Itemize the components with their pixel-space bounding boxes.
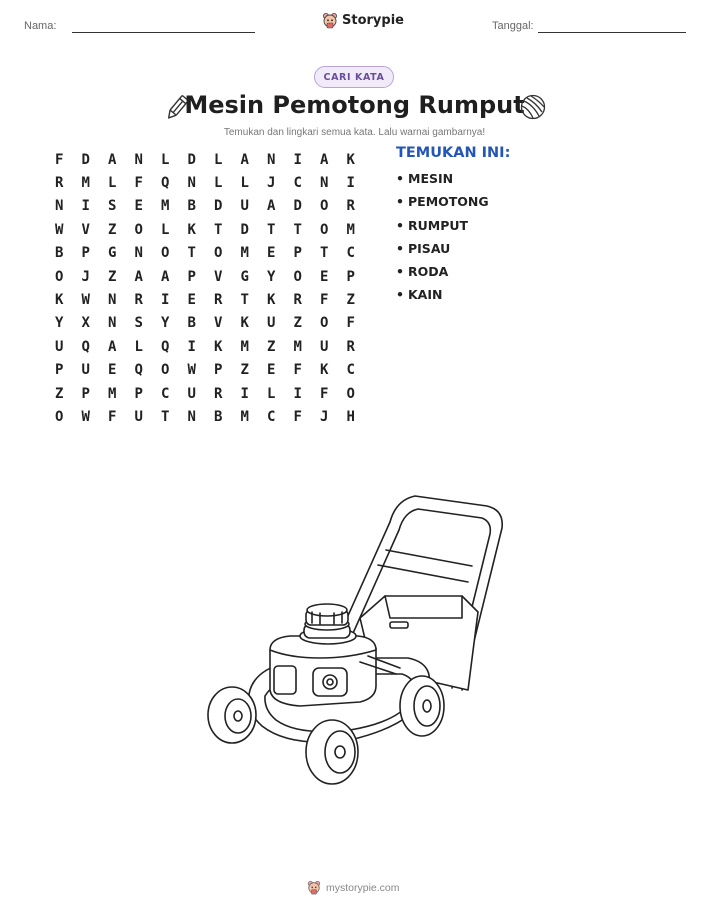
grid-cell[interactable]: T <box>240 292 249 309</box>
grid-cell[interactable]: R <box>293 292 302 309</box>
grid-cell[interactable]: Z <box>55 385 64 402</box>
grid-cell[interactable]: S <box>134 315 143 332</box>
grid-cell[interactable]: L <box>214 151 223 168</box>
grid-cell[interactable]: P <box>346 268 355 285</box>
grid-cell[interactable]: A <box>267 198 276 215</box>
grid-cell[interactable]: A <box>134 268 143 285</box>
grid-cell[interactable]: F <box>108 408 117 425</box>
grid-cell[interactable]: T <box>187 245 196 262</box>
grid-row <box>46 405 364 428</box>
grid-cell[interactable]: E <box>320 268 329 285</box>
grid-cell[interactable]: Z <box>293 315 302 332</box>
grid-cell[interactable]: O <box>161 362 170 379</box>
grid-cell[interactable]: I <box>240 385 249 402</box>
grid-cell[interactable]: L <box>267 385 276 402</box>
grid-cell[interactable]: N <box>267 151 276 168</box>
grid-cell[interactable]: N <box>108 292 117 309</box>
mascot-logo-icon <box>322 12 338 29</box>
grid-cell[interactable]: V <box>81 221 90 238</box>
grid-cell[interactable]: C <box>161 385 170 402</box>
bullet: • <box>396 287 404 303</box>
grid-cell[interactable]: F <box>293 408 302 425</box>
grid-cell[interactable]: T <box>320 245 329 262</box>
grid-cell[interactable]: M <box>161 198 170 215</box>
brand <box>322 12 404 29</box>
grid-cell[interactable]: Z <box>240 362 249 379</box>
name-label: Nama: <box>24 20 57 32</box>
grid-cell[interactable]: N <box>108 315 117 332</box>
grid-cell[interactable]: Q <box>81 338 90 355</box>
yarn-ball-icon <box>519 93 547 121</box>
date-field-line[interactable] <box>538 32 686 33</box>
word-list-item <box>396 194 489 217</box>
grid-cell[interactable]: O <box>134 221 143 238</box>
grid-cell[interactable]: T <box>214 221 223 238</box>
grid-cell[interactable]: X <box>81 315 90 332</box>
grid-row <box>46 242 364 265</box>
grid-cell[interactable]: M <box>293 338 302 355</box>
grid-cell[interactable]: D <box>240 221 249 238</box>
grid-row <box>46 218 364 241</box>
grid-cell[interactable]: P <box>214 362 223 379</box>
grid-cell[interactable]: L <box>161 221 170 238</box>
grid-cell[interactable]: I <box>161 292 170 309</box>
grid-cell[interactable]: Z <box>267 338 276 355</box>
grid-cell[interactable]: U <box>134 408 143 425</box>
grid-cell[interactable]: U <box>240 198 249 215</box>
grid-cell[interactable]: E <box>134 198 143 215</box>
word-list <box>396 171 489 311</box>
grid-cell[interactable]: Z <box>108 221 117 238</box>
grid-cell[interactable]: R <box>214 385 223 402</box>
grid-cell[interactable]: W <box>81 408 90 425</box>
grid-row <box>46 335 364 358</box>
grid-cell[interactable]: W <box>55 221 64 238</box>
grid-cell[interactable]: H <box>346 408 355 425</box>
word-search-grid[interactable] <box>46 148 364 429</box>
grid-cell[interactable]: Q <box>134 362 143 379</box>
grid-cell[interactable]: V <box>214 268 223 285</box>
bullet: • <box>396 264 404 280</box>
grid-cell[interactable]: T <box>161 408 170 425</box>
grid-cell[interactable]: F <box>55 151 64 168</box>
grid-cell[interactable]: R <box>346 198 355 215</box>
grid-cell[interactable]: R <box>55 175 64 192</box>
instructions: Temukan dan lingkari semua kata. Lalu warnai gambarnya! <box>223 127 486 138</box>
grid-cell[interactable]: N <box>55 198 64 215</box>
grid-cell[interactable]: A <box>320 151 329 168</box>
grid-cell[interactable]: N <box>187 175 196 192</box>
grid-cell[interactable]: Y <box>55 315 64 332</box>
grid-cell[interactable]: I <box>293 385 302 402</box>
grid-cell[interactable]: C <box>346 362 355 379</box>
grid-cell[interactable]: C <box>267 408 276 425</box>
grid-cell[interactable]: P <box>134 385 143 402</box>
grid-cell[interactable]: K <box>346 151 355 168</box>
grid-cell[interactable]: Y <box>267 268 276 285</box>
grid-cell[interactable]: L <box>214 175 223 192</box>
grid-row <box>46 382 364 405</box>
grid-cell[interactable]: N <box>320 175 329 192</box>
grid-cell[interactable]: K <box>55 292 64 309</box>
grid-cell[interactable]: Z <box>346 292 355 309</box>
grid-cell[interactable]: M <box>81 175 90 192</box>
grid-cell[interactable]: T <box>293 221 302 238</box>
word-list-item <box>396 171 489 194</box>
grid-cell[interactable]: L <box>161 151 170 168</box>
grid-cell[interactable]: A <box>240 151 249 168</box>
grid-row <box>46 195 364 218</box>
word-text: RODA <box>408 264 449 280</box>
grid-cell[interactable]: V <box>214 315 223 332</box>
grid-cell[interactable]: J <box>320 408 329 425</box>
grid-cell[interactable]: P <box>55 362 64 379</box>
grid-cell[interactable]: B <box>55 245 64 262</box>
word-text: RUMPUT <box>408 217 469 233</box>
grid-cell[interactable]: U <box>267 315 276 332</box>
grid-cell[interactable]: M <box>240 338 249 355</box>
grid-cell[interactable]: Y <box>161 315 170 332</box>
grid-cell[interactable]: O <box>55 408 64 425</box>
grid-cell[interactable]: O <box>55 268 64 285</box>
bullet: • <box>396 171 404 186</box>
grid-cell[interactable]: E <box>108 362 117 379</box>
grid-cell[interactable]: O <box>320 221 329 238</box>
grid-cell[interactable]: T <box>267 221 276 238</box>
grid-row <box>46 171 364 194</box>
grid-cell[interactable]: B <box>187 315 196 332</box>
grid-cell[interactable]: U <box>187 385 196 402</box>
bullet: • <box>396 217 404 233</box>
grid-cell[interactable]: A <box>161 268 170 285</box>
footer <box>307 880 400 895</box>
grid-cell[interactable]: R <box>134 292 143 309</box>
grid-cell[interactable]: K <box>240 315 249 332</box>
word-list-item <box>396 218 489 241</box>
grid-cell[interactable]: K <box>187 221 196 238</box>
word-text: PEMOTONG <box>408 194 489 210</box>
grid-cell[interactable]: L <box>240 175 249 192</box>
grid-cell[interactable]: W <box>187 362 196 379</box>
word-list-item <box>396 264 489 287</box>
activity-badge: CARI KATA <box>314 66 394 88</box>
grid-cell[interactable]: P <box>187 268 196 285</box>
grid-row <box>46 265 364 288</box>
word-text: KAIN <box>408 287 443 303</box>
grid-cell[interactable]: B <box>214 408 223 425</box>
grid-cell[interactable]: O <box>346 385 355 402</box>
grid-cell[interactable]: E <box>267 245 276 262</box>
word-text: PISAU <box>408 240 451 256</box>
grid-cell[interactable]: O <box>320 198 329 215</box>
grid-cell[interactable]: C <box>293 175 302 192</box>
word-list-item <box>396 287 489 310</box>
grid-cell[interactable]: F <box>346 315 355 332</box>
grid-cell[interactable]: L <box>134 338 143 355</box>
grid-cell[interactable]: O <box>214 245 223 262</box>
word-list-title: TEMUKAN INI: <box>396 145 511 161</box>
grid-cell[interactable]: K <box>320 362 329 379</box>
grid-cell[interactable]: N <box>134 245 143 262</box>
grid-cell[interactable]: D <box>187 151 196 168</box>
grid-cell[interactable]: O <box>320 315 329 332</box>
grid-cell[interactable]: E <box>187 292 196 309</box>
grid-cell[interactable]: B <box>187 198 196 215</box>
grid-cell[interactable]: M <box>240 245 249 262</box>
grid-cell[interactable]: N <box>134 151 143 168</box>
word-text: MESIN <box>408 171 454 186</box>
grid-cell[interactable]: M <box>240 408 249 425</box>
grid-cell[interactable]: P <box>81 245 90 262</box>
grid-cell[interactable]: K <box>214 338 223 355</box>
mascot-logo-icon <box>307 880 321 895</box>
grid-cell[interactable]: R <box>214 292 223 309</box>
grid-cell[interactable]: E <box>267 362 276 379</box>
grid-cell[interactable]: F <box>320 385 329 402</box>
word-list-item <box>396 241 489 264</box>
grid-cell[interactable]: W <box>81 292 90 309</box>
grid-cell[interactable]: R <box>346 338 355 355</box>
grid-cell[interactable]: F <box>320 292 329 309</box>
grid-cell[interactable]: A <box>108 338 117 355</box>
grid-cell[interactable]: U <box>320 338 329 355</box>
grid-cell[interactable]: N <box>187 408 196 425</box>
grid-cell[interactable]: P <box>293 245 302 262</box>
grid-cell[interactable]: D <box>81 151 90 168</box>
grid-cell[interactable]: M <box>108 385 117 402</box>
grid-cell[interactable]: I <box>81 198 90 215</box>
grid-cell[interactable]: Q <box>161 175 170 192</box>
page-title: Mesin Pemotong Rumput <box>184 91 525 119</box>
grid-cell[interactable]: U <box>81 362 90 379</box>
grid-cell[interactable]: G <box>240 268 249 285</box>
grid-cell[interactable]: J <box>81 268 90 285</box>
name-field-line[interactable] <box>72 32 255 33</box>
date-label: Tanggal: <box>492 20 534 32</box>
grid-row <box>46 359 364 382</box>
grid-row <box>46 148 364 171</box>
lawn-mower-illustration <box>200 490 510 790</box>
title-row <box>0 89 709 127</box>
grid-cell[interactable]: Q <box>161 338 170 355</box>
grid-cell[interactable]: O <box>161 245 170 262</box>
bullet: • <box>396 240 404 256</box>
grid-cell[interactable]: C <box>346 245 355 262</box>
grid-cell[interactable]: J <box>267 175 276 192</box>
grid-cell[interactable]: A <box>108 151 117 168</box>
grid-cell[interactable]: Z <box>108 268 117 285</box>
grid-row <box>46 312 364 335</box>
footer-site[interactable]: mystorypie.com <box>326 881 400 894</box>
grid-cell[interactable]: F <box>293 362 302 379</box>
grid-row <box>46 288 364 311</box>
grid-cell[interactable]: D <box>293 198 302 215</box>
grid-cell[interactable]: F <box>134 175 143 192</box>
grid-cell[interactable]: I <box>293 151 302 168</box>
grid-cell[interactable]: D <box>214 198 223 215</box>
grid-cell[interactable]: I <box>187 338 196 355</box>
grid-cell[interactable]: S <box>108 198 117 215</box>
grid-cell[interactable]: L <box>108 175 117 192</box>
grid-cell[interactable]: G <box>108 245 117 262</box>
grid-cell[interactable]: U <box>55 338 64 355</box>
grid-cell[interactable]: M <box>346 221 355 238</box>
grid-cell[interactable]: I <box>346 175 355 192</box>
bullet: • <box>396 194 404 210</box>
grid-cell[interactable]: O <box>293 268 302 285</box>
brand-name: Storypie <box>342 13 404 28</box>
grid-cell[interactable]: P <box>81 385 90 402</box>
grid-cell[interactable]: K <box>267 292 276 309</box>
